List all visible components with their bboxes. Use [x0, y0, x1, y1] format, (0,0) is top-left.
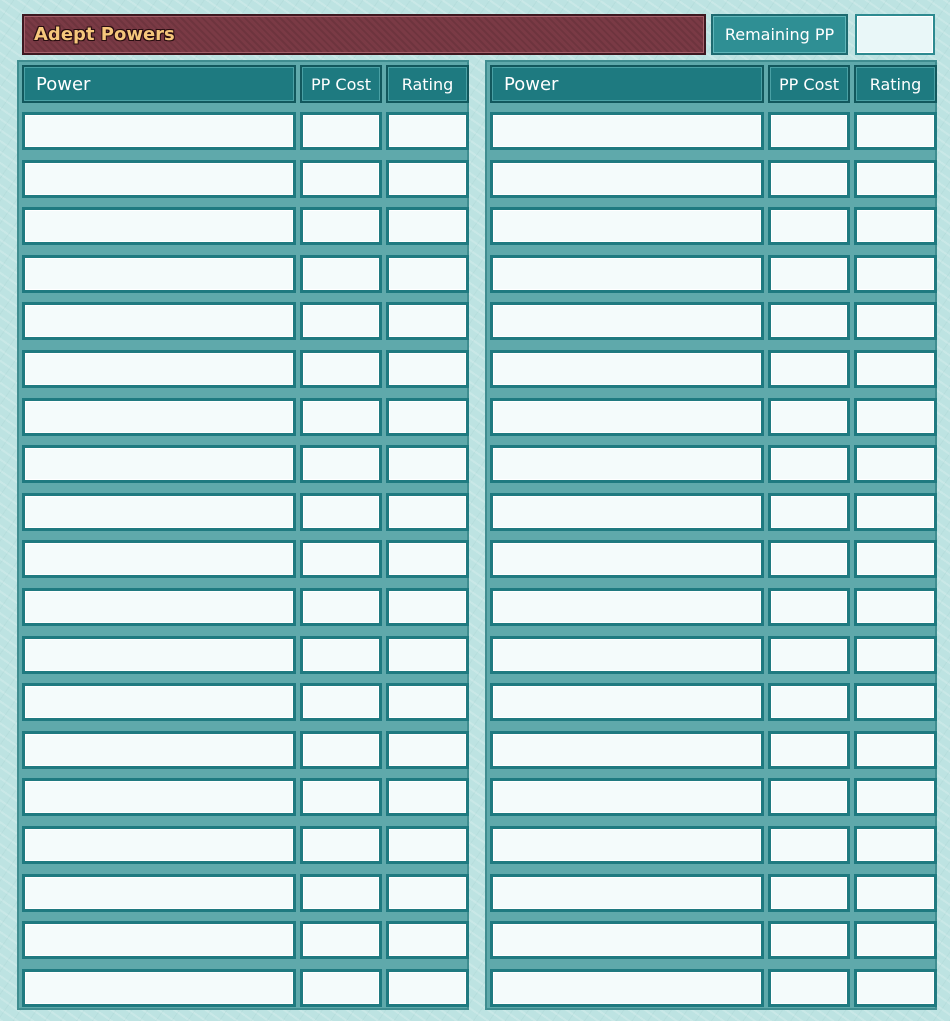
pp-cost-field[interactable] — [300, 588, 382, 626]
pp-cost-field[interactable] — [300, 112, 382, 150]
rating-field[interactable] — [386, 350, 469, 388]
power-name-field[interactable] — [490, 493, 764, 531]
power-name-field[interactable] — [22, 731, 296, 769]
power-name-field[interactable] — [22, 398, 296, 436]
pp-cost-field[interactable] — [768, 683, 850, 721]
pp-cost-column-header: PP Cost — [768, 65, 850, 103]
rating-field[interactable] — [386, 540, 469, 578]
power-name-field[interactable] — [490, 636, 764, 674]
power-name-field[interactable] — [490, 445, 764, 483]
pp-cost-field[interactable] — [768, 826, 850, 864]
rating-field[interactable] — [854, 731, 937, 769]
rating-field[interactable] — [386, 636, 469, 674]
pp-cost-field[interactable] — [300, 398, 382, 436]
power-name-field[interactable] — [490, 398, 764, 436]
rating-field[interactable] — [854, 350, 937, 388]
pp-cost-field[interactable] — [300, 874, 382, 912]
pp-cost-field[interactable] — [768, 207, 850, 245]
power-name-field[interactable] — [490, 540, 764, 578]
rating-field[interactable] — [386, 778, 469, 816]
remaining-pp-field[interactable] — [855, 14, 935, 55]
rating-field[interactable] — [386, 683, 469, 721]
power-name-field[interactable] — [490, 255, 764, 293]
pp-cost-field[interactable] — [300, 255, 382, 293]
rating-field[interactable] — [854, 969, 937, 1007]
pp-cost-field[interactable] — [300, 493, 382, 531]
rating-field[interactable] — [854, 683, 937, 721]
rating-field[interactable] — [386, 921, 469, 959]
rating-field[interactable] — [854, 540, 937, 578]
pp-cost-field[interactable] — [768, 112, 850, 150]
rating-field[interactable] — [854, 493, 937, 531]
rating-column-header: Rating — [854, 65, 937, 103]
rating-field[interactable] — [854, 445, 937, 483]
pp-cost-field[interactable] — [768, 921, 850, 959]
rating-field[interactable] — [854, 921, 937, 959]
power-name-field[interactable] — [22, 493, 296, 531]
power-name-field[interactable] — [490, 588, 764, 626]
pp-cost-field[interactable] — [768, 969, 850, 1007]
pp-cost-field[interactable] — [300, 350, 382, 388]
power-name-field[interactable] — [22, 683, 296, 721]
power-name-field[interactable] — [490, 826, 764, 864]
power-name-field[interactable] — [490, 160, 764, 198]
pp-cost-field[interactable] — [300, 540, 382, 578]
power-name-field[interactable] — [22, 160, 296, 198]
rating-field[interactable] — [386, 731, 469, 769]
powers-table-left — [17, 60, 469, 1010]
power-name-field[interactable] — [22, 445, 296, 483]
pp-cost-field[interactable] — [768, 540, 850, 578]
rating-field[interactable] — [854, 826, 937, 864]
page-title: Adept Powers — [34, 24, 175, 45]
pp-cost-column-header: PP Cost — [300, 65, 382, 103]
powers-table-right — [485, 60, 937, 1010]
pp-cost-field[interactable] — [300, 445, 382, 483]
remaining-pp-label: Remaining PP — [711, 14, 848, 55]
rating-field[interactable] — [854, 588, 937, 626]
pp-cost-field[interactable] — [768, 445, 850, 483]
rating-field[interactable] — [854, 778, 937, 816]
rating-field[interactable] — [854, 255, 937, 293]
power-column-header: Power — [22, 65, 296, 103]
pp-cost-field[interactable] — [768, 255, 850, 293]
rating-field[interactable] — [386, 112, 469, 150]
power-name-field[interactable] — [490, 778, 764, 816]
rating-field[interactable] — [386, 302, 469, 340]
pp-cost-field[interactable] — [300, 160, 382, 198]
rating-field[interactable] — [386, 826, 469, 864]
pp-cost-field[interactable] — [300, 636, 382, 674]
rating-field[interactable] — [854, 160, 937, 198]
rating-field[interactable] — [854, 112, 937, 150]
rating-field[interactable] — [386, 969, 469, 1007]
power-name-field[interactable] — [22, 636, 296, 674]
power-name-field[interactable] — [490, 731, 764, 769]
pp-cost-field[interactable] — [768, 874, 850, 912]
power-name-field[interactable] — [490, 683, 764, 721]
pp-cost-field[interactable] — [768, 160, 850, 198]
power-name-field[interactable] — [22, 255, 296, 293]
rating-column-header: Rating — [386, 65, 469, 103]
rating-field[interactable] — [854, 874, 937, 912]
power-name-field[interactable] — [22, 350, 296, 388]
pp-cost-field[interactable] — [300, 731, 382, 769]
pp-cost-field[interactable] — [768, 350, 850, 388]
pp-cost-field[interactable] — [768, 731, 850, 769]
power-name-field[interactable] — [22, 540, 296, 578]
power-name-field[interactable] — [22, 874, 296, 912]
power-name-field[interactable] — [490, 112, 764, 150]
power-name-field[interactable] — [490, 921, 764, 959]
power-name-field[interactable] — [22, 969, 296, 1007]
pp-cost-field[interactable] — [768, 778, 850, 816]
rating-field[interactable] — [854, 636, 937, 674]
power-name-field[interactable] — [22, 826, 296, 864]
rating-field[interactable] — [386, 874, 469, 912]
adept-powers-title-bar — [22, 14, 706, 55]
power-name-field[interactable] — [22, 778, 296, 816]
pp-cost-field[interactable] — [768, 398, 850, 436]
power-name-field[interactable] — [490, 874, 764, 912]
rating-field[interactable] — [854, 302, 937, 340]
power-name-field[interactable] — [22, 588, 296, 626]
rating-field[interactable] — [386, 207, 469, 245]
rating-field[interactable] — [386, 588, 469, 626]
pp-cost-field[interactable] — [300, 207, 382, 245]
pp-cost-field[interactable] — [300, 683, 382, 721]
pp-cost-field[interactable] — [768, 302, 850, 340]
pp-cost-field[interactable] — [300, 778, 382, 816]
power-name-field[interactable] — [490, 207, 764, 245]
rating-field[interactable] — [854, 207, 937, 245]
power-name-field[interactable] — [22, 921, 296, 959]
power-name-field[interactable] — [22, 302, 296, 340]
power-name-field[interactable] — [490, 302, 764, 340]
pp-cost-field[interactable] — [768, 493, 850, 531]
rating-field[interactable] — [854, 398, 937, 436]
rating-field[interactable] — [386, 445, 469, 483]
rating-field[interactable] — [386, 160, 469, 198]
pp-cost-field[interactable] — [768, 636, 850, 674]
pp-cost-field[interactable] — [300, 921, 382, 959]
rating-field[interactable] — [386, 398, 469, 436]
power-column-header: Power — [490, 65, 764, 103]
power-name-field[interactable] — [22, 112, 296, 150]
rating-field[interactable] — [386, 255, 469, 293]
power-name-field[interactable] — [22, 207, 296, 245]
pp-cost-field[interactable] — [300, 969, 382, 1007]
pp-cost-field[interactable] — [300, 302, 382, 340]
pp-cost-field[interactable] — [300, 826, 382, 864]
rating-field[interactable] — [386, 493, 469, 531]
pp-cost-field[interactable] — [768, 588, 850, 626]
power-name-field[interactable] — [490, 969, 764, 1007]
power-name-field[interactable] — [490, 350, 764, 388]
